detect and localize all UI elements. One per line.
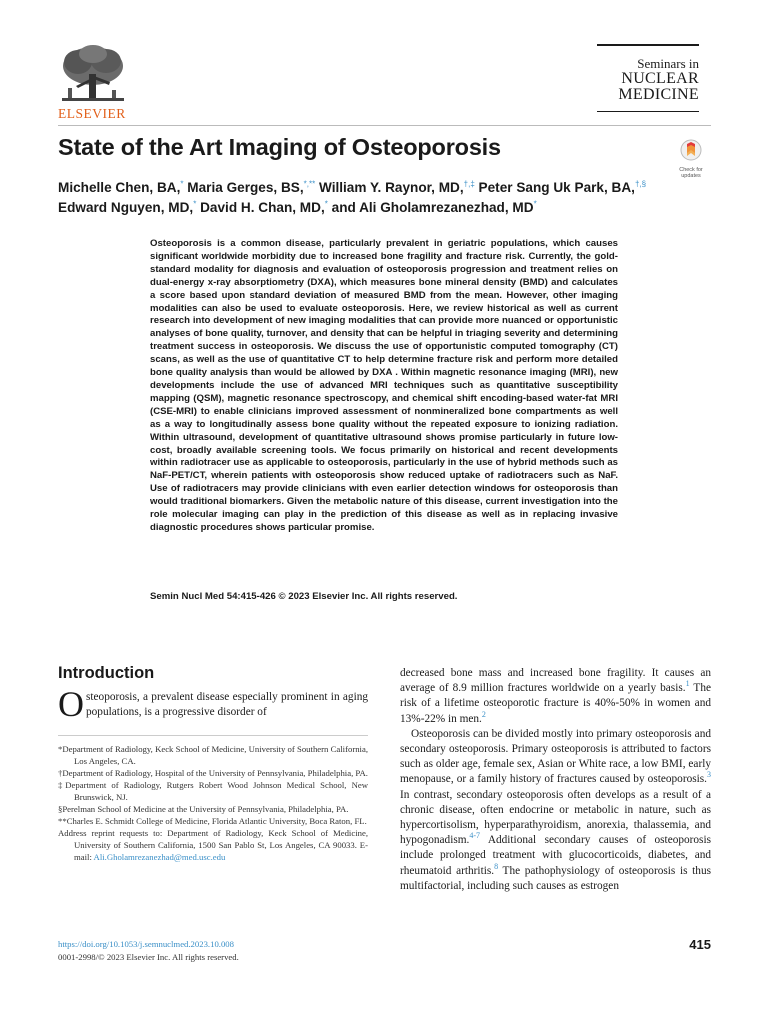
body-text: The risk of a lifetime osteoporotic fracture is 40%-50% in women and 13%-22% in men. xyxy=(400,682,711,725)
journal-masthead xyxy=(597,44,699,103)
journal-line-1: Seminars in xyxy=(637,56,699,71)
reference-link[interactable]: 2 xyxy=(481,709,486,719)
body-text-right-column xyxy=(400,666,711,894)
footnote-affiliation: **Charles E. Schmidt College of Medicine, Florida Atlantic University, Boca Raton, FL. xyxy=(58,816,367,826)
footnote-affiliation: §Perelman School of Medicine at the University of Pennsylvania, Philadelphia, PA. xyxy=(58,804,349,814)
body-text: Additional secondary causes of osteoporosis include prolonged treatment with glucocorticoids, diabetes, and rheumatoid arthritis. xyxy=(400,834,711,877)
reference-link[interactable]: 4-7 xyxy=(469,831,481,841)
masthead-rule xyxy=(597,111,699,112)
author-name: David H. Chan, MD, xyxy=(196,200,325,215)
affiliation-footnotes xyxy=(58,743,368,863)
reprint-address xyxy=(58,827,368,863)
author-affiliation-mark[interactable]: * xyxy=(324,199,328,209)
author-affiliation-mark[interactable]: †,§ xyxy=(634,179,647,189)
reprint-address-text: Address reprint requests to: Department of Radiology, Keck School of Medicine, University of Southern California, 1500 San Pablo St, Los Angeles, CA 90033. E-mail: xyxy=(58,828,368,862)
author-list xyxy=(58,178,718,218)
body-text: In contrast, secondary osteoporosis often develops as a result of a chronic disease, often endocrine or metabolic in nature, such as hypercortisolism, hyperparathyroidism, anorexia, thalassemia, and hypogonadism. xyxy=(400,788,711,847)
corresponding-email-link[interactable]: Ali.Gholamrezanezhad@med.usc.edu xyxy=(93,852,226,862)
author-affiliation-mark[interactable]: †,‡ xyxy=(463,179,475,189)
author-affiliation-mark[interactable]: *,** xyxy=(303,179,316,189)
author-name: Maria Gerges, BS, xyxy=(183,180,304,195)
author-name: Peter Sang Uk Park, BA, xyxy=(474,180,635,195)
abstract-text: Osteoporosis is a common disease, particularly prevalent in geriatric populations, which causes significant worldwide morbidity due to increased bone fragility and fracture risk. Currently, the gold-standard modality for diagnosis and evaluation of osteoporosis progression and treatment relies on dual-energy x-ray absorptiometry (DXA), which measures bone mineral density (BMD) and calculates a score based upon standard deviation of measured BMD from the mean. However, other imaging modalities can also be used to evaluate osteoporosis. Here, we review historical as well as current research into development of new imaging modalities that can provide more nuanced or opportunistic analyses of bone quality, turnover, and density that can be helpful in triaging severity and determining treatment success in osteoporosis. We discuss the use of opportunistic computed tomography (CT) scans, as well as the use of quantitative CT to help determine fracture risk and perform more detailed bone quality analysis than would be allowed by DXA . Within magnetic resonance imaging (MRI), new developments include the use of advanced MRI techniques such as quantitative susceptibility mapping (QSM), magnetic resonance spectroscopy, and chemical shift encoding-based water-fat MRI (CSE-MRI) to enable clinicians improved assessment of nonmineralized bone compartments as well as a way to longitudinally assess bone quality without the repeated exposure to ionizing radiation. Within ultrasound, development of quantitative ultrasound shows promise particularly in future low-cost, broadly available screening tools. We focus primarily on historical and recent developments within radiotracer use as applicable to osteoporosis, particularly in the use of hybrid methods such as NaF-PET/CT, wherein patients with osteoporosis show reduced uptake of radiotracers such as NaF. Use of radiotracers may provide clinicians with even earlier detection windows for osteoporosis than would traditional biomarkers. Given the metabolic nature of this disease, current investigation into the role molecular imaging can play in the prediction of this disease as well as in replacing invasive diagnostic procedures shows particular promise. xyxy=(150,238,618,533)
body-text: decreased bone mass and increased bone fragility. It causes an average of 8.9 million fractures worldwide on a yearly basis. xyxy=(400,667,711,695)
issn-copyright: 0001-2998/© 2023 Elsevier Inc. All rights reserved. xyxy=(58,952,239,962)
footnote-affiliation: *Department of Radiology, Keck School of Medicine, University of Southern California, Los Angeles, CA. xyxy=(58,744,368,766)
header-divider xyxy=(58,125,711,126)
body-paragraph xyxy=(400,727,711,894)
article-title: State of the Art Imaging of Osteoporosis xyxy=(58,134,501,160)
author-affiliation-mark[interactable]: * xyxy=(533,199,537,209)
author-name: and Ali Gholamrezanezhad, MD xyxy=(327,200,534,215)
reference-link[interactable]: 8 xyxy=(494,861,499,871)
body-text: Osteoporosis can be divided mostly into primary osteoporosis and secondary osteoporosis. Primary osteoporosis is attributed to factors such as older age, female sex, Asian or White race, a low BMI, early menopause, or a family history of fractures caused by osteoporosis. xyxy=(400,727,711,786)
footnote-affiliation: ‡Department of Radiology, Rutgers Robert Wood Johnson Medical School, New Brunswick, NJ. xyxy=(58,780,368,802)
check-updates-icon xyxy=(680,139,702,161)
author-name: Edward Nguyen, MD, xyxy=(58,200,194,215)
doi-link[interactable]: https://doi.org/10.1053/j.semnuclmed.2023.10.008 xyxy=(58,939,234,949)
journal-line-2: NUCLEAR xyxy=(621,70,699,87)
journal-line-3: MEDICINE xyxy=(618,86,699,103)
author-affiliation-mark[interactable]: * xyxy=(193,199,197,209)
reference-link[interactable]: 3 xyxy=(707,770,711,780)
footnote-affiliation: †Department of Radiology, Hospital of the University of Pennsylvania, Philadelphia, PA. xyxy=(58,768,368,778)
section-heading-introduction: Introduction xyxy=(58,664,155,682)
body-text: The pathophysiology of osteoporosis is thus multifactorial, including such causes as estrogen xyxy=(400,864,711,892)
intro-first-paragraph: steoporosis, a prevalent disease especially prominent in aging populations, is a progressive disorder of xyxy=(86,691,368,719)
journal-citation: Semin Nucl Med 54:415-426 © 2023 Elsevier Inc. All rights reserved. xyxy=(150,591,458,602)
page-number: 415 xyxy=(689,937,711,952)
author-name: Michelle Chen, BA, xyxy=(58,180,181,195)
publisher-name: ELSEVIER xyxy=(58,106,126,121)
footnote-divider xyxy=(58,735,368,736)
body-paragraph xyxy=(400,666,711,727)
check-for-updates-badge[interactable] xyxy=(673,139,709,179)
reference-link[interactable]: 1 xyxy=(685,679,690,689)
author-affiliation-mark[interactable]: * xyxy=(180,179,184,189)
drop-cap: O xyxy=(58,684,84,724)
author-name: William Y. Raynor, MD, xyxy=(315,180,464,195)
check-updates-label: Check for updates xyxy=(679,167,703,179)
